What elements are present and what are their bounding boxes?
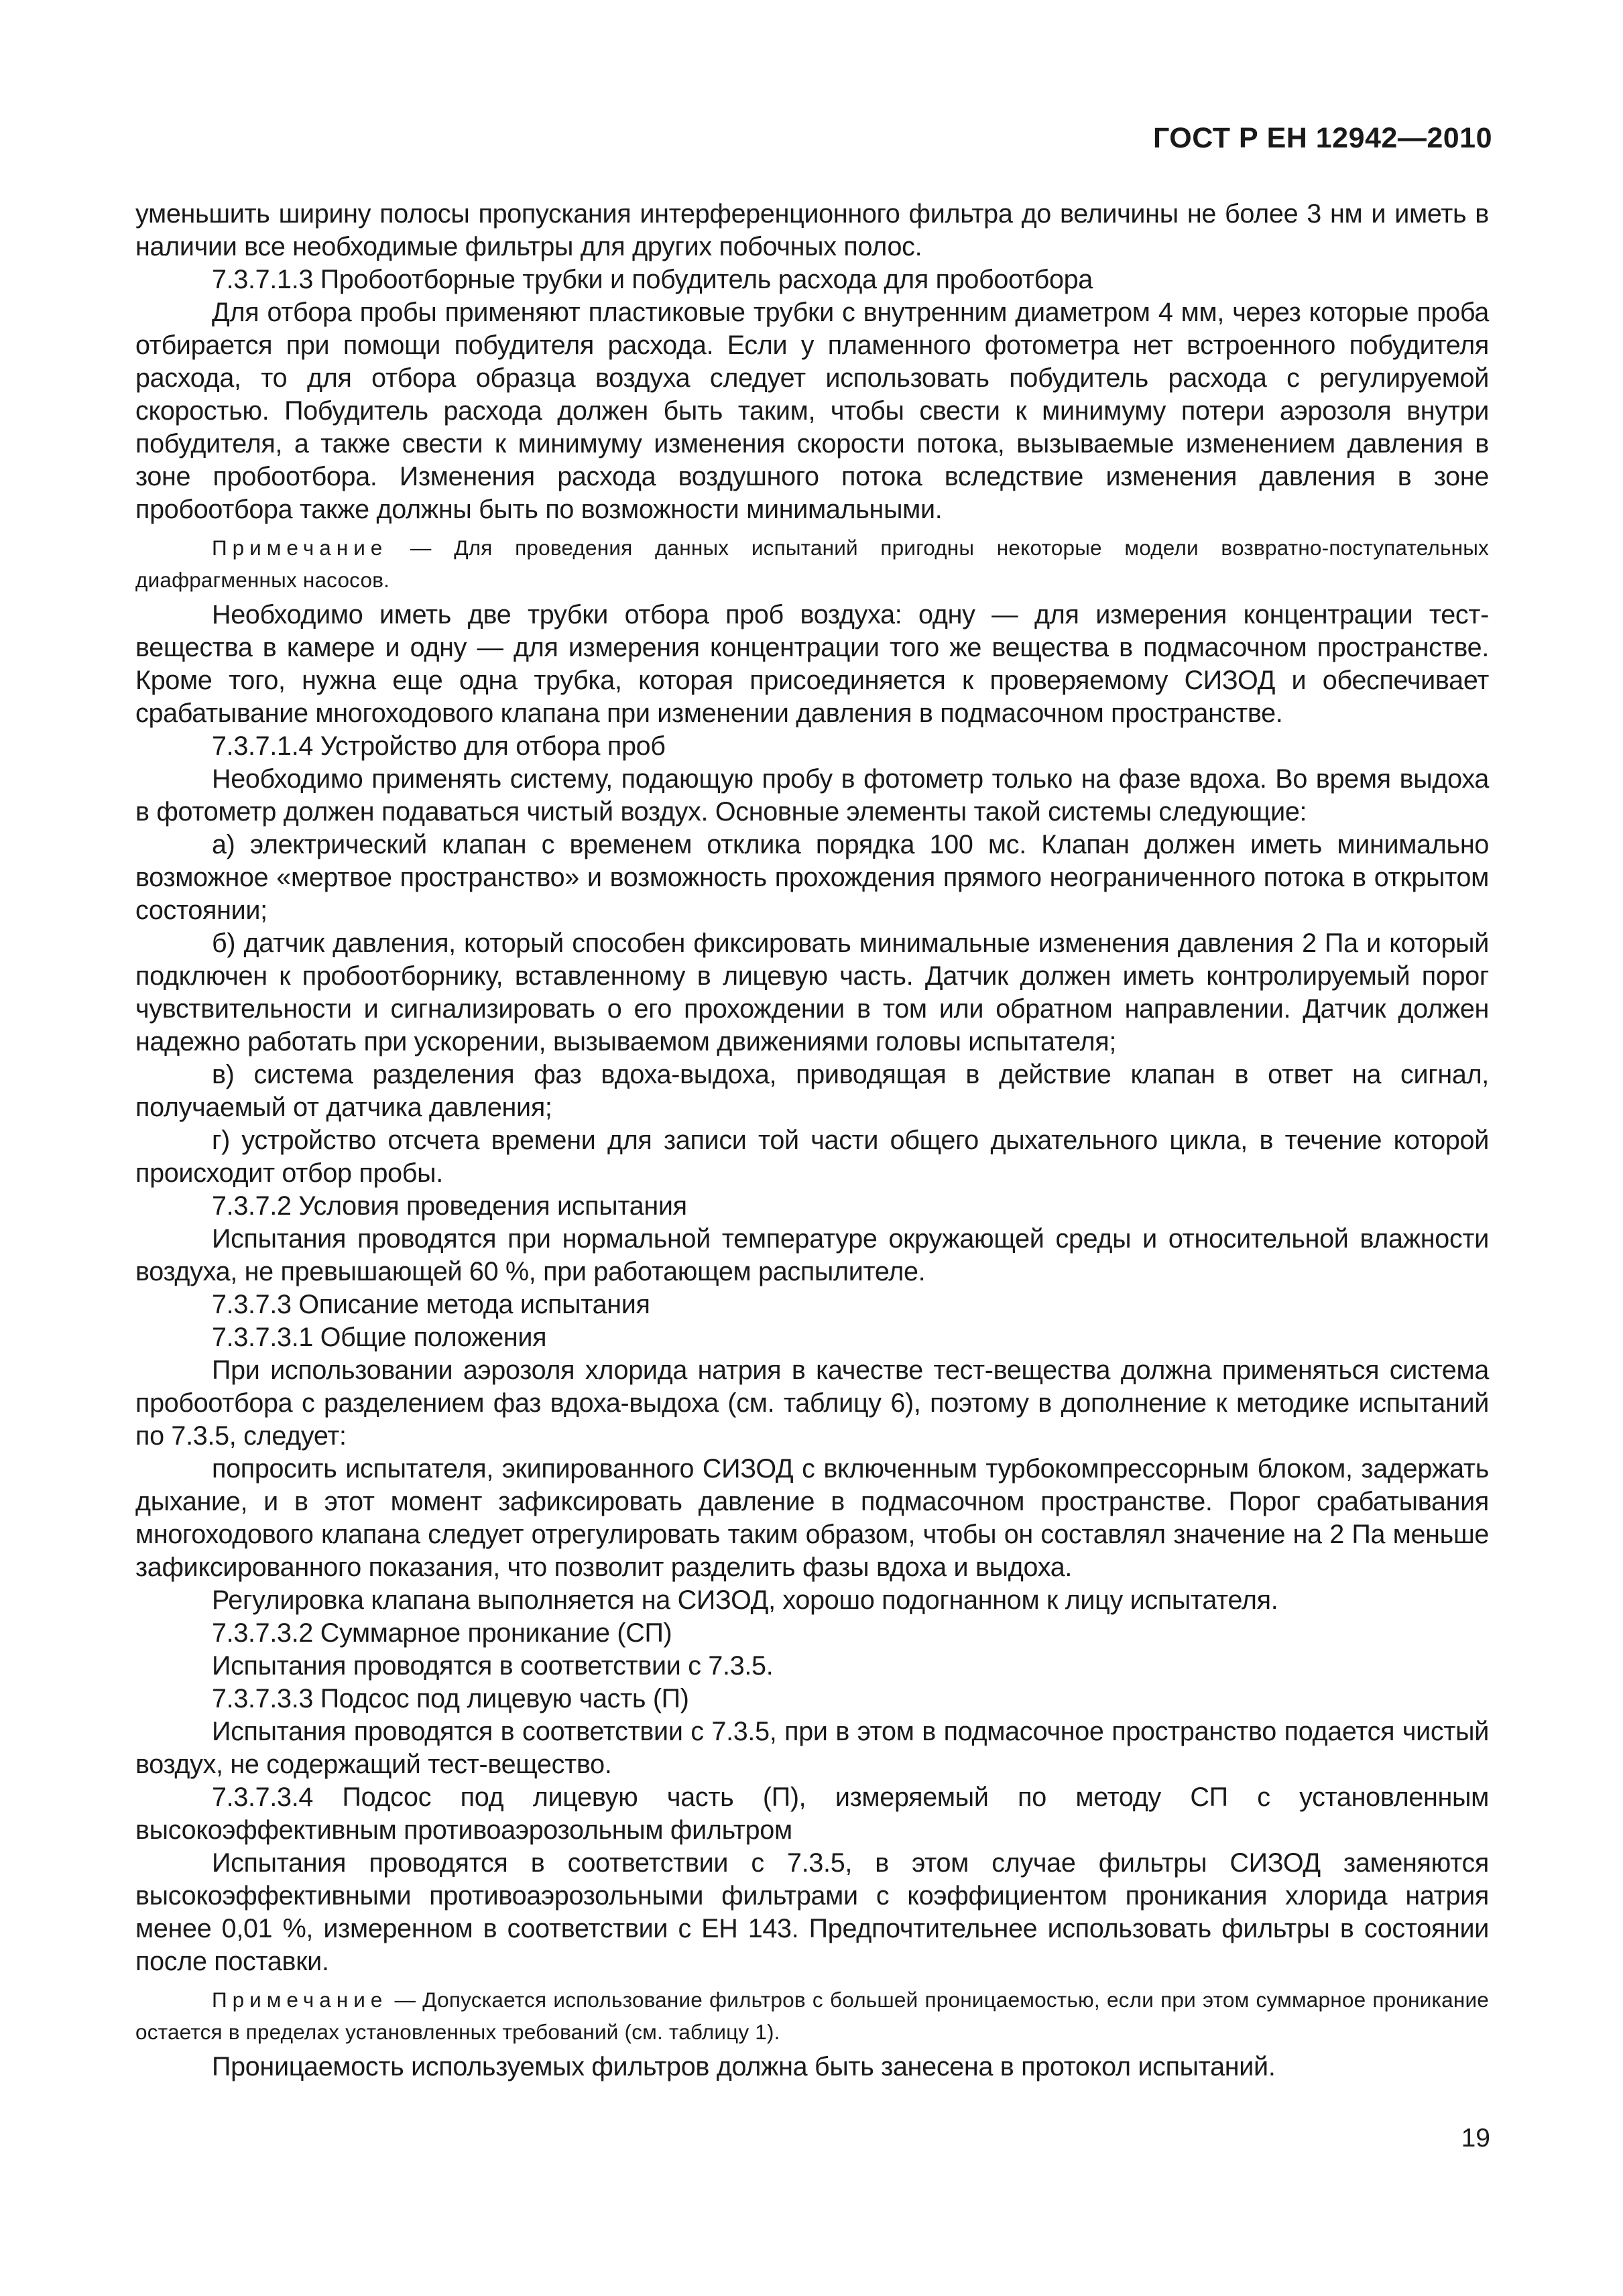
note-2-text: Допускается использование фильтров с большей проницаемостью, если при этом суммарное проникание остается в пределах установленных требований (см. таблицу 1). xyxy=(135,1988,1489,2044)
list-item-b: б) датчик давления, который способен фиксировать минимальные изменения давления 2 Па и который подключен к пробоотборнику, вставленному в лицевую часть. Датчик должен иметь контролируемый порог чувствительности и сигнализировать о его прохождении в том или обратном направлении. Датчик должен надежно работать при ускорении, вызываемом движениями головы испытателя; xyxy=(135,928,1489,1056)
section-heading-7-3-7-2: 7.3.7.2 Условия проведения испытания xyxy=(212,1191,687,1221)
note-2-dash: — xyxy=(387,1988,423,2012)
paragraph-total-penetration: Испытания проводятся в соответствии с 7.3.5. xyxy=(212,1651,774,1681)
document-body xyxy=(135,198,1489,2083)
note-1-label: Примечание xyxy=(212,536,388,560)
paragraph-sampling-system: Необходимо применять систему, подающую пробу в фотометр только на фазе вдоха. Во время выдоха в фотометр должен подаваться чистый воздух. Основные элементы такой системы следующие: xyxy=(135,764,1489,827)
note-2 xyxy=(135,1984,1489,2048)
section-heading-7-3-7-3-1: 7.3.7.3.1 Общие положения xyxy=(212,1323,547,1352)
paragraph-leakage: Испытания проводятся в соответствии с 7.3.5, при в этом в подмасочное пространство подается чистый воздух, не содержащий тест-вещество. xyxy=(135,1717,1489,1779)
paragraph-general-provisions: При использовании аэрозоля хлорида натрия в качестве тест-вещества должна применяться система пробоотбора с разделением фаз вдоха-выдоха (см. таблицу 6), поэтому в дополнение к методике испытаний по 7.3.5, следует: xyxy=(135,1355,1489,1451)
note-1-text: Для проведения данных испытаний пригодны некоторые модели возвратно-поступательных диафрагменных насосов. xyxy=(135,536,1489,592)
paragraph-protocol: Проницаемость используемых фильтров должна быть занесена в протокол испытаний. xyxy=(212,2052,1276,2081)
paragraph-two-tubes: Необходимо иметь две трубки отбора проб воздуха: одну — для измерения концентрации тест-вещества в камере и одну — для измерения концентрации того же вещества в подмасочном пространстве. Кроме того, нужна еще одна трубка, которая присоединяется к проверяемому СИЗОД и обеспечивает срабатывание многоходового клапана при изменении давления в подмасочном пространстве. xyxy=(135,600,1489,728)
list-item-a: а) электрический клапан с временем отклика порядка 100 мс. Клапан должен иметь минимально возможное «мертвое пространство» и возможность прохождения прямого неограниченного потока в открытом состоянии; xyxy=(135,830,1489,925)
paragraph-test-conditions: Испытания проводятся при нормальной температуре окружающей среды и относительной влажности воздуха, не превышающей 60 %, при работающем распылителе. xyxy=(135,1224,1489,1286)
paragraph-valve-adjustment: Регулировка клапана выполняется на СИЗОД, хорошо подогнанном к лицу испытателя. xyxy=(212,1585,1278,1615)
list-item-v: в) система разделения фаз вдоха-выдоха, приводящая в действие клапан в ответ на сигнал, получаемый от датчика давления; xyxy=(135,1060,1489,1122)
section-heading-7-3-7-3-4: 7.3.7.3.4 Подсос под лицевую часть (П), измеряемый по методу СП с установленным высокоэффективным противоаэрозольным фильтром xyxy=(135,1783,1489,1845)
section-heading-7-3-7-3-2: 7.3.7.3.2 Суммарное проникание (СП) xyxy=(212,1618,672,1648)
section-heading-7-3-7-3: 7.3.7.3 Описание метода испытания xyxy=(212,1290,650,1319)
document-code-header: ГОСТ Р ЕН 12942—2010 xyxy=(1153,122,1492,154)
paragraph-sampling-tubes: Для отбора пробы применяют пластиковые трубки с внутренним диаметром 4 мм, через которые проба отбирается при помощи побудителя расхода. Если у пламенного фотометра нет встроенного побудителя расхода, то для отбора образца воздуха следует использовать побудитель расхода с регулируемой скоростью. Побудитель расхода должен быть таким, чтобы свести к минимуму потери аэрозоля внутри побудителя, а также свести к минимуму изменения скорости потока, вызываемые изменением давления в зоне пробоотбора. Изменения расхода воздушного потока вследствие изменения давления в зоне пробоотбора также должны быть по возможности минимальными. xyxy=(135,298,1489,524)
note-1 xyxy=(135,532,1489,596)
note-1-dash: — xyxy=(387,536,455,560)
section-heading-7-3-7-1-3: 7.3.7.1.3 Пробоотборные трубки и побудитель расхода для пробоотбора xyxy=(212,265,1093,294)
note-2-label: Примечание xyxy=(212,1988,388,2012)
paragraph-continuation: уменьшить ширину полосы пропускания интерференционного фильтра до величины не более 3 нм и иметь в наличии все необходимые фильтры для других побочных полос. xyxy=(135,199,1489,261)
list-item-g: г) устройство отсчета времени для записи той части общего дыхательного цикла, в течение которой происходит отбор пробы. xyxy=(135,1126,1489,1188)
section-heading-7-3-7-3-3: 7.3.7.3.3 Подсос под лицевую часть (П) xyxy=(212,1684,689,1713)
paragraph-hepa-filters: Испытания проводятся в соответствии с 7.3.5, в этом случае фильтры СИЗОД заменяются высокоэффективными противоаэрозольными фильтрами с коэффициентом проникания хлорида натрия менее 0,01 %, измеренном в соответствии с ЕН 143. Предпочтительнее использовать фильтры в состоянии после поставки. xyxy=(135,1848,1489,1976)
paragraph-hold-breath: попросить испытателя, экипированного СИЗОД с включенным турбокомпрессорным блоком, задержать дыхание, и в этот момент зафиксировать давление в подмасочном пространстве. Порог срабатывания многоходового клапана следует отрегулировать таким образом, чтобы он составлял значение на 2 Па меньше зафиксированного показания, что позволит разделить фазы вдоха и выдоха. xyxy=(135,1454,1489,1582)
page-number: 19 xyxy=(1461,2124,1490,2153)
section-heading-7-3-7-1-4: 7.3.7.1.4 Устройство для отбора проб xyxy=(212,731,666,761)
